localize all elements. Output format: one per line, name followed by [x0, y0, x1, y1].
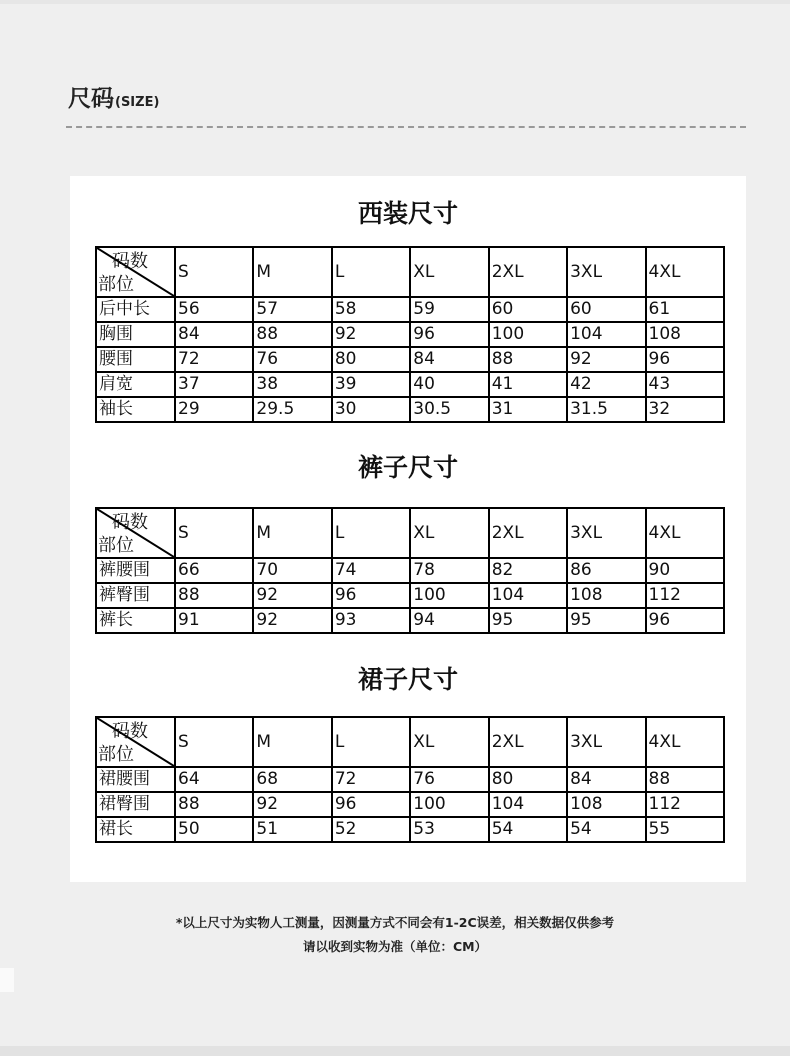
table-cell: 70	[253, 558, 331, 583]
size-header-s: S	[175, 247, 253, 297]
row-label: 胸围	[96, 322, 175, 347]
table-header-row	[96, 247, 724, 297]
size-header-s: S	[175, 508, 253, 558]
table-cell: 86	[567, 558, 645, 583]
table-cell: 88	[646, 767, 724, 792]
row-label: 裤臀围	[96, 583, 175, 608]
table-row	[96, 372, 724, 397]
table-row	[96, 767, 724, 792]
top-bar	[0, 0, 790, 4]
table-row	[96, 297, 724, 322]
table-cell: 76	[410, 767, 488, 792]
table-cell: 92	[567, 347, 645, 372]
skirt-size-title: 裙子尺寸	[357, 665, 458, 694]
size-header-2xl: 2XL	[489, 508, 567, 558]
table-cell: 66	[175, 558, 253, 583]
row-label: 裤腰围	[96, 558, 175, 583]
row-label: 裙臀围	[96, 792, 175, 817]
pants-size-table	[95, 507, 725, 634]
table-cell: 108	[567, 792, 645, 817]
table-cell: 38	[253, 372, 331, 397]
table-cell: 56	[175, 297, 253, 322]
table-cell: 31	[489, 397, 567, 422]
corner-size-label: 码数	[112, 251, 148, 272]
size-header-3xl: 3XL	[567, 247, 645, 297]
table-cell: 64	[175, 767, 253, 792]
row-label: 后中长	[96, 297, 175, 322]
row-label: 袖长	[96, 397, 175, 422]
table-cell: 96	[646, 347, 724, 372]
table-cell: 100	[410, 583, 488, 608]
table-cell: 60	[489, 297, 567, 322]
table-row	[96, 558, 724, 583]
row-label: 裙长	[96, 817, 175, 842]
table-cell: 50	[175, 817, 253, 842]
row-label: 腰围	[96, 347, 175, 372]
size-header-s: S	[175, 717, 253, 767]
size-panel	[70, 176, 746, 882]
table-cell: 96	[410, 322, 488, 347]
skirt-size-table	[95, 716, 725, 843]
table-cell: 96	[332, 792, 410, 817]
table-row	[96, 583, 724, 608]
table-cell: 93	[332, 608, 410, 633]
table-cell: 31.5	[567, 397, 645, 422]
table-cell: 84	[567, 767, 645, 792]
pants-size-title: 裤子尺寸	[357, 453, 458, 482]
table-cell: 29.5	[253, 397, 331, 422]
table-header-row	[96, 717, 724, 767]
table-cell: 88	[253, 322, 331, 347]
size-header-xl: XL	[410, 508, 488, 558]
corner-cell	[96, 508, 175, 558]
table-cell: 59	[410, 297, 488, 322]
table-cell: 90	[646, 558, 724, 583]
footer-note-line2: 请以收到实物为准（单位：CM）	[302, 939, 488, 954]
table-cell: 95	[489, 608, 567, 633]
table-cell: 92	[253, 583, 331, 608]
table-cell: 39	[332, 372, 410, 397]
corner-part-label: 部位	[98, 535, 134, 556]
table-cell: 100	[410, 792, 488, 817]
table-cell: 112	[646, 583, 724, 608]
table-cell: 78	[410, 558, 488, 583]
corner-part-label: 部位	[98, 274, 134, 295]
table-cell: 104	[489, 583, 567, 608]
table-cell: 95	[567, 608, 645, 633]
edge-notch	[0, 968, 14, 992]
corner-size-label: 码数	[112, 512, 148, 533]
table-cell: 91	[175, 608, 253, 633]
table-cell: 29	[175, 397, 253, 422]
size-header-4xl: 4XL	[646, 508, 724, 558]
row-label: 裙腰围	[96, 767, 175, 792]
table-cell: 51	[253, 817, 331, 842]
table-cell: 92	[332, 322, 410, 347]
table-cell: 104	[489, 792, 567, 817]
suit-size-table	[95, 246, 725, 423]
row-label: 肩宽	[96, 372, 175, 397]
size-header-4xl: 4XL	[646, 717, 724, 767]
table-cell: 74	[332, 558, 410, 583]
size-header-2xl: 2XL	[489, 717, 567, 767]
table-cell: 88	[175, 583, 253, 608]
table-cell: 54	[489, 817, 567, 842]
table-row	[96, 347, 724, 372]
size-header-3xl: 3XL	[567, 717, 645, 767]
table-row	[96, 792, 724, 817]
table-cell: 96	[646, 608, 724, 633]
table-cell: 76	[253, 347, 331, 372]
dashed-divider	[66, 126, 746, 128]
table-cell: 37	[175, 372, 253, 397]
corner-cell	[96, 247, 175, 297]
table-cell: 104	[567, 322, 645, 347]
table-cell: 72	[332, 767, 410, 792]
table-cell: 60	[567, 297, 645, 322]
table-cell: 82	[489, 558, 567, 583]
table-cell: 94	[410, 608, 488, 633]
table-cell: 55	[646, 817, 724, 842]
table-cell: 84	[175, 322, 253, 347]
table-cell: 80	[332, 347, 410, 372]
size-header-2xl: 2XL	[489, 247, 567, 297]
table-cell: 100	[489, 322, 567, 347]
table-row	[96, 817, 724, 842]
table-cell: 72	[175, 347, 253, 372]
table-cell: 53	[410, 817, 488, 842]
table-cell: 54	[567, 817, 645, 842]
table-cell: 58	[332, 297, 410, 322]
size-header-l: L	[332, 247, 410, 297]
table-cell: 30	[332, 397, 410, 422]
header-subtitle: (SIZE)	[115, 95, 160, 110]
table-cell: 88	[175, 792, 253, 817]
table-cell: 68	[253, 767, 331, 792]
size-header-l: L	[332, 508, 410, 558]
table-cell: 108	[646, 322, 724, 347]
table-cell: 61	[646, 297, 724, 322]
size-header-4xl: 4XL	[646, 247, 724, 297]
table-cell: 52	[332, 817, 410, 842]
row-label: 裤长	[96, 608, 175, 633]
table-cell: 96	[332, 583, 410, 608]
table-cell: 80	[489, 767, 567, 792]
footer-note-line1: *以上尺寸为实物人工测量，因测量方式不同会有1-2C误差，相关数据仅供参考	[175, 915, 615, 930]
table-cell: 43	[646, 372, 724, 397]
size-header-m: M	[253, 508, 331, 558]
size-header-3xl: 3XL	[567, 508, 645, 558]
table-cell: 92	[253, 608, 331, 633]
size-header-m: M	[253, 247, 331, 297]
table-cell: 92	[253, 792, 331, 817]
table-cell: 88	[489, 347, 567, 372]
size-header-m: M	[253, 717, 331, 767]
table-cell: 57	[253, 297, 331, 322]
table-cell: 112	[646, 792, 724, 817]
table-cell: 32	[646, 397, 724, 422]
size-header	[68, 80, 159, 113]
corner-size-label: 码数	[112, 721, 148, 742]
table-cell: 30.5	[410, 397, 488, 422]
table-row	[96, 397, 724, 422]
corner-part-label: 部位	[98, 744, 134, 765]
table-header-row	[96, 508, 724, 558]
size-header-xl: XL	[410, 247, 488, 297]
table-cell: 108	[567, 583, 645, 608]
corner-cell	[96, 717, 175, 767]
table-cell: 40	[410, 372, 488, 397]
size-header-l: L	[332, 717, 410, 767]
table-cell: 42	[567, 372, 645, 397]
table-row	[96, 608, 724, 633]
size-header-xl: XL	[410, 717, 488, 767]
suit-size-title: 西装尺寸	[357, 199, 458, 228]
table-row	[96, 322, 724, 347]
table-cell: 41	[489, 372, 567, 397]
table-cell: 84	[410, 347, 488, 372]
header-title: 尺码	[68, 86, 114, 112]
bottom-strip	[0, 1046, 790, 1056]
